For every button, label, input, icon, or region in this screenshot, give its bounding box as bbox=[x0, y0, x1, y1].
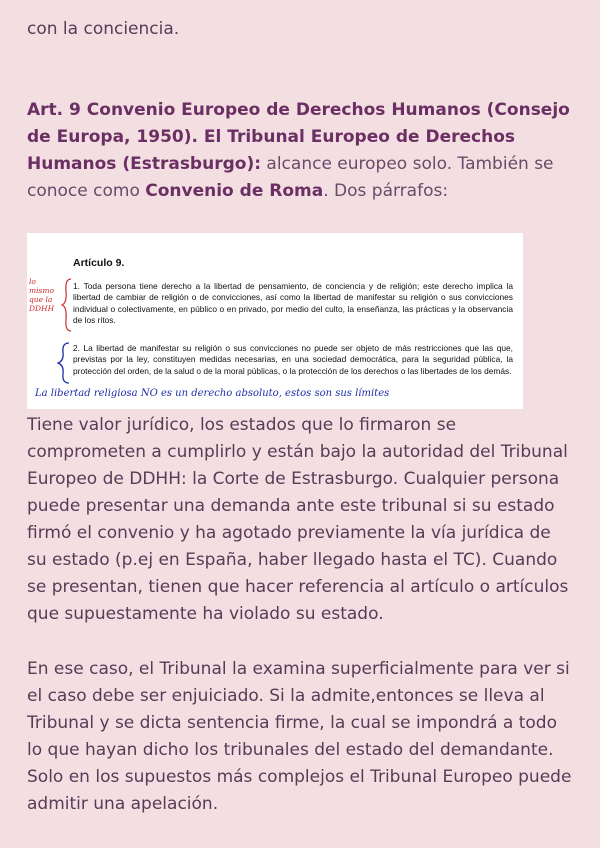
article-scan-image bbox=[27, 233, 523, 409]
tribunal-caso-paragraph: En ese caso, el Tribunal la examina superficialmente para ver si el caso debe ser enjuiciado. Si la admite,entonces se lleva al Tribunal y se dicta sentencia firme, la cual se impondrá a todo lo que hayan dicho los tribunales del estado del demandante. Solo en los supuestos más complejos el Tribunal Europeo puede admitir una apelación. bbox=[27, 659, 572, 814]
handwritten-bottom-note: La libertad religiosa NO es un derecho absoluto, estos son sus límites bbox=[35, 388, 390, 399]
scan-paragraph-2: 2. La libertad de manifestar su religión o sus convicciones no puede ser objeto de más restricciones que las que, previstas por la ley, constituyen medidas necesarias, en una sociedad democrática, para la seguridad pública, la protección del orden, de la salud o de la moral públicas, o la protección de los derechos o las libertades de los demás. bbox=[73, 343, 513, 376]
scan-paragraph-1: 1. Toda persona tiene derecho a la libertad de pensamiento, de conciencia y de religión; este derecho implica la libertad de cambiar de religión o de convicciones, así como la libertad de manifestar su religión o sus convicciones individual o colectivamente, en público o en privado, por medio del culto, la enseñanza, las prácticas y la observancia de los ritos. bbox=[73, 281, 513, 326]
art9-tail: . Dos párrafos: bbox=[323, 181, 449, 201]
blue-brace-icon bbox=[57, 341, 71, 385]
handwritten-side-note: lo mismo que la DDHH bbox=[29, 277, 55, 313]
convenio-roma: Convenio de Roma bbox=[145, 181, 324, 201]
scan-article-title: Artículo 9. bbox=[73, 257, 125, 269]
valor-juridico-paragraph: Tiene valor jurídico, los estados que lo firmaron se comprometen a cumplirlo y están bajo la autoridad del Tribunal Europeo de DDHH: la Corte de Estrasburgo. Cualquier persona puede presentar una demanda ante este tribunal si su estado firmó el convenio y ha agotado previamente la vía jurídica de su estado (p.ej en España, haber llegado hasta el TC). Cuando se presentan, tienen que hacer referencia al artículo o artículos que supuestamente ha violado su estado. bbox=[27, 415, 569, 624]
art9-heading: Art. 9 Convenio Europeo de Derechos Humanos (Consejo de Europa, 1950). El Tribunal Europeo de Derechos Humanos (Estrasburgo): bbox=[27, 100, 570, 174]
art9-body: alcance europeo solo. También se conoce como bbox=[27, 154, 554, 201]
art9-paragraph bbox=[27, 97, 575, 205]
intro-line: con la conciencia. bbox=[27, 19, 180, 39]
